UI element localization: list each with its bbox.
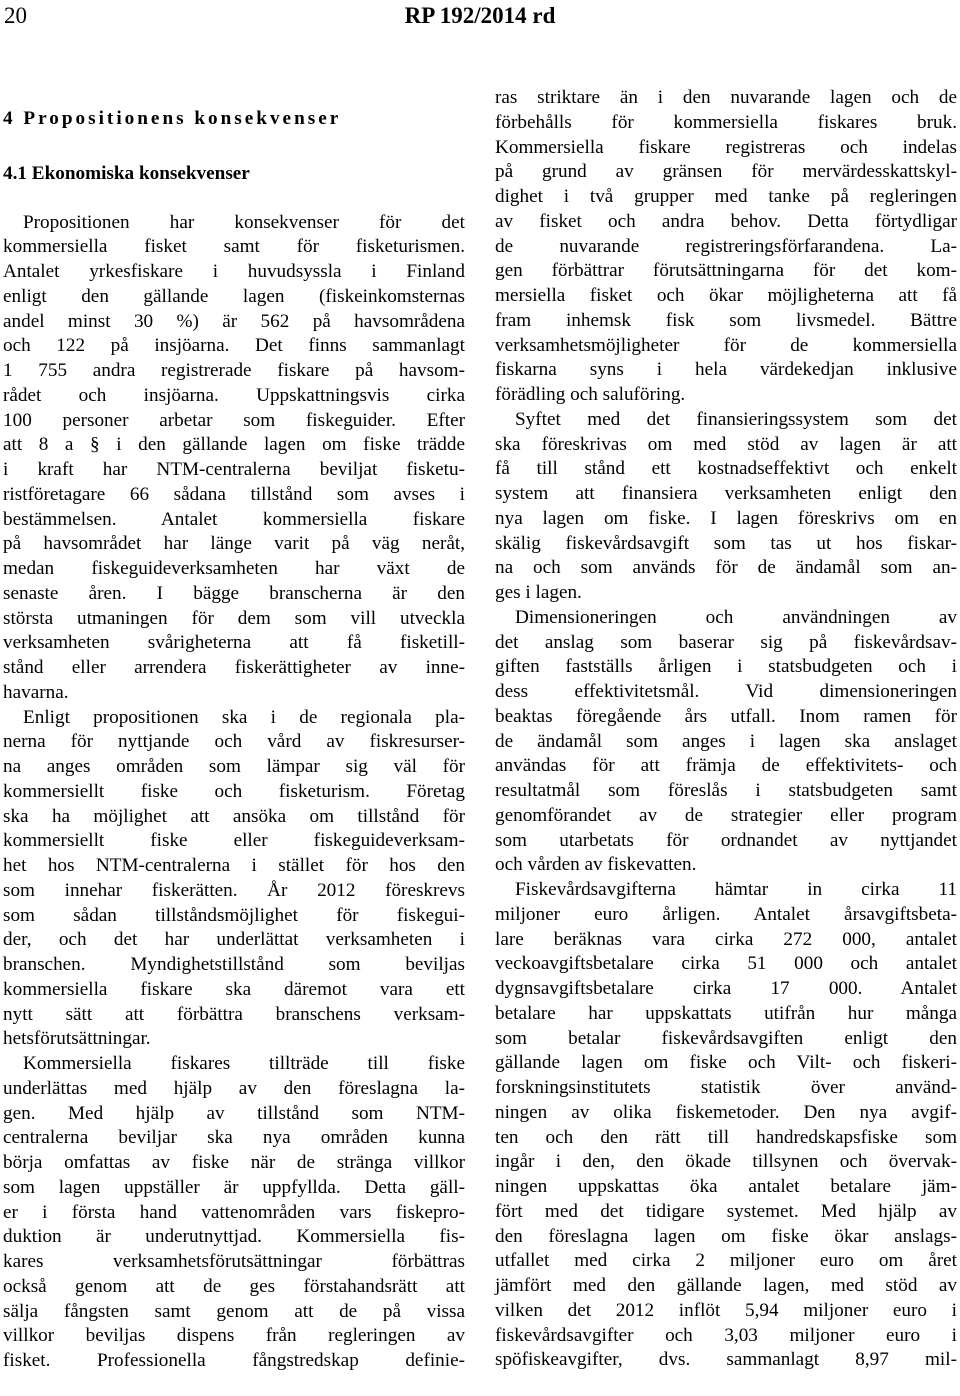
text-line: få till stånd ett kostnadseffektivt och enkelt	[495, 458, 957, 480]
text-line: ska föreskrivas om med stöd av lagen är att	[495, 433, 957, 455]
heading-spacer	[3, 187, 465, 211]
text-line: giften fastställs årligen i statsbudgeten och i	[495, 656, 957, 678]
text-line: spöfiskeavgifter, dvs. sammanlagt 8,97 mil-	[495, 1349, 957, 1371]
text-line: och 122 på insjöarna. Det finns sammanlagt	[3, 335, 465, 357]
text-line: gällande lagen om fiske och Vilt- och fiskeri-	[495, 1052, 957, 1074]
text-line: na anges områden som lämpar sig väl för	[3, 756, 465, 777]
text-line: medan fiskeguideverksamheten har växt de	[3, 558, 465, 579]
text-line: dess effektivitetsmål. Vid dimensioneringen	[495, 681, 957, 702]
text-line: veckoavgiftsbetalare cirka 51 000 och antalet	[495, 953, 957, 975]
left-column	[3, 86, 465, 1374]
text-line: fram inhemsk fisk som livsmedel. Bättre	[495, 309, 957, 331]
text-line: Syftet med det finansieringssystem som det	[515, 408, 957, 430]
text-line: ningen av olika fiskemetoder. Den nya avgif-	[495, 1101, 957, 1123]
text-line: ras striktare än i den nuvarande lagen och de	[495, 87, 957, 108]
text-line: nerna för nyttjande och vård av fiskresurser-	[3, 731, 465, 753]
text-line: kares verksamhetsförutsättningar förbättras	[3, 1251, 465, 1272]
text-line: nytt sätt att förbättra branschens verksam-	[3, 1003, 465, 1025]
text-line: som sådan tillståndsmöjlighet för fiskegui-	[3, 904, 465, 926]
text-line: jämfört med den gällande lagen, med stöd av	[495, 1275, 957, 1296]
text-line: mersiella fisket och ökar möjligheterna att få	[495, 285, 957, 306]
text-line: bestämmelsen. Antalet kommersiella fiskare	[3, 508, 465, 530]
text-line: fört med det tidigare systemet. Med hjälp av	[495, 1200, 957, 1222]
text-line: na och som används för de ändamål som an-	[495, 557, 957, 579]
text-line: ska ha möjlighet att ansöka om tillstånd för	[3, 805, 465, 827]
text-line: skälig fiskevårdsavgift som tas ut hos fiskar-	[495, 532, 957, 554]
text-line: att 8 a § i den gällande lagen om fiske trädde	[3, 434, 465, 456]
text-line: största utmaningen för dem som vill utveckla	[3, 607, 465, 629]
text-line: havarna.	[3, 681, 69, 703]
text-line: 1 755 andra registrerade fiskare på havsom-	[3, 360, 465, 381]
text-line: som betalar fiskevårdsavgiften enligt den	[495, 1027, 957, 1049]
text-line: senaste åren. I bägge branscherna är den	[3, 582, 465, 604]
text-line: kommersiellt fiske eller fiskeguideverksam-	[3, 830, 465, 852]
text-line: verksamhetsmöjligheter för de kommersiella	[495, 334, 957, 356]
text-line: der, och det har underlättat verksamheten i	[3, 929, 465, 951]
text-line: andel minst 30 %) är 562 på havsområdena	[3, 310, 465, 332]
text-line: gen. Med hjälp av tillstånd som NTM-	[3, 1102, 465, 1124]
text-line: förädling och saluföring.	[495, 384, 686, 405]
subsection-heading: 4.1 Ekonomiska konsekvenser	[3, 162, 250, 184]
text-line: rådet och insjöarna. Uppskattningsvis cirka	[3, 384, 465, 406]
text-line: sälja fångsten samt genom att de på vissa	[3, 1300, 465, 1322]
text-line: dighet i två grupper med tanke på regleringen	[495, 186, 957, 207]
text-line: det anslag som baserar sig på fiskevårdsav-	[495, 631, 957, 653]
text-line: genomförandet av de strategier eller program	[495, 804, 957, 826]
page-header	[0, 0, 960, 36]
text-line: de nuvarande registreringsförfarandena. La-	[495, 235, 957, 257]
text-line: på havsområdet har länge varit på väg neråt,	[3, 533, 465, 555]
text-line: de ändamål som anges i lagen ska anslaget	[495, 730, 957, 752]
text-line: som lagen uppställer är uppfyllda. Detta gäll-	[3, 1176, 465, 1198]
text-line: Fiskevårdsavgifterna hämtar in cirka 11	[515, 879, 957, 900]
left-body-text	[3, 211, 465, 1374]
text-line: och vården av fiskevatten.	[495, 854, 697, 876]
text-line: resultatmål som föreslås i statsbudgeten samt	[495, 780, 957, 801]
text-line: kommersiella fisket samt för fisketurismen.	[3, 236, 465, 258]
text-line: fisket. Professionella fångstredskap definie-	[3, 1350, 465, 1371]
section-heading: 4 Propositionens konsekvenser	[3, 108, 342, 129]
text-line: betalare har uppskattats utifrån hur många	[495, 1002, 957, 1024]
text-line: Enligt propositionen ska i de regionala pla-	[23, 706, 465, 728]
text-line: ges i lagen.	[495, 582, 582, 603]
text-line: börja omfattas av fiske när de stränga villkor	[3, 1152, 465, 1173]
text-line: förbehålls för kommersiella fiskares bruk.	[495, 111, 957, 133]
text-line: utfallet med cirka 2 miljoner euro om året	[495, 1250, 957, 1272]
text-line: Kommersiella fiskares tillträde till fiske	[23, 1053, 465, 1074]
text-line: duktion är underutnyttjad. Kommersiella fis-	[3, 1226, 465, 1248]
text-line: ristföretagare 66 sådana tillstånd som avses i	[3, 483, 465, 505]
text-line: som utarbetats för ordnandet av nyttjandet	[495, 829, 957, 851]
text-line: i kraft har NTM-centralerna beviljat fisketu-	[3, 459, 465, 480]
text-line: nya lagen om fiske. I lagen föreskrivs om en	[495, 507, 957, 529]
text-line: Kommersiella fiskare registreras och indelas	[495, 136, 957, 158]
text-line: branschen. Myndighetstillstånd som beviljas	[3, 954, 465, 975]
right-body-text	[495, 86, 957, 1373]
text-line: stånd eller arrendera fiskerättigheter av inne-	[3, 657, 465, 678]
text-line: system att finansiera verksamheten enligt den	[495, 483, 957, 504]
text-line: er i första hand vattenområden vars fiskepro-	[3, 1201, 465, 1223]
text-line: som innehar fiskerätten. År 2012 föreskrevs	[3, 879, 465, 901]
text-line: Antalet yrkesfiskare i huvudsyssla i Finland	[3, 261, 465, 282]
text-line: centralerna beviljar ska nya områden kunna	[3, 1127, 465, 1149]
text-line: miljoner euro årligen. Antalet årsavgiftsbeta-	[495, 903, 957, 925]
text-line: het hos NTM-centralerna i stället för hos den	[3, 855, 465, 876]
text-line: Propositionen har konsekvenser för det	[23, 211, 465, 233]
right-column	[495, 86, 957, 1373]
text-line: fiskarna syns i hela värdekedjan inklusive	[495, 359, 957, 381]
text-line: ningen uppskattas öka antalet betalare jäm-	[495, 1176, 957, 1197]
text-line: dygnsavgiftsbetalare cirka 17 000. Antalet	[495, 978, 957, 999]
text-line: ten och den rätt till handredskapsfiske som	[495, 1126, 957, 1148]
text-line: på grund av gränsen för mervärdesskattskyl-	[495, 161, 957, 183]
document-id: RP 192/2014 rd	[404, 3, 556, 28]
text-line: den föreslagna lagen om fiske ökar anslags-	[495, 1225, 957, 1247]
text-line: fiskevårdsavgifter och 3,03 miljoner euro i	[495, 1324, 957, 1346]
text-line: beaktas föregående års utfall. Inom ramen för	[495, 705, 957, 727]
text-line: hetsförutsättningar.	[3, 1028, 151, 1050]
text-line: 100 personer arbetar som fiskeguider. Efter	[3, 409, 465, 431]
text-line: lare beräknas vara cirka 272 000, antalet	[495, 928, 957, 950]
text-line: kommersiella fiskare ska däremot vara ett	[3, 978, 465, 1000]
text-line: forskningsinstitutets statistik över använd-	[495, 1077, 957, 1098]
text-line: Dimensioneringen och användningen av	[515, 606, 957, 628]
text-line: villkor beviljas dispens från regleringen av	[3, 1325, 465, 1347]
text-line: också genom att de ges förstahandsrätt att	[3, 1275, 465, 1297]
text-line: enligt den gällande lagen (fiskeinkomsternas	[3, 285, 465, 307]
text-line: användas för att främja de effektivitets- och	[495, 755, 957, 777]
text-line: verksamheten svårigheterna att få fisketill-	[3, 632, 465, 654]
text-line: av fisket och andra behov. Detta förtydligar	[495, 210, 957, 232]
text-line: ingår i den, den ökade tillsynen och övervak-	[495, 1151, 957, 1173]
page-number: 20	[4, 3, 27, 28]
text-line: underlättas med hjälp av den föreslagna la-	[3, 1077, 465, 1099]
text-line: gen förbättrar förutsättningarna för det kom-	[495, 260, 957, 282]
text-line: vilken det 2012 inflöt 5,94 miljoner euro i	[495, 1299, 957, 1321]
text-line: kommersiellt fiske och fisketurism. Företag	[3, 780, 465, 802]
